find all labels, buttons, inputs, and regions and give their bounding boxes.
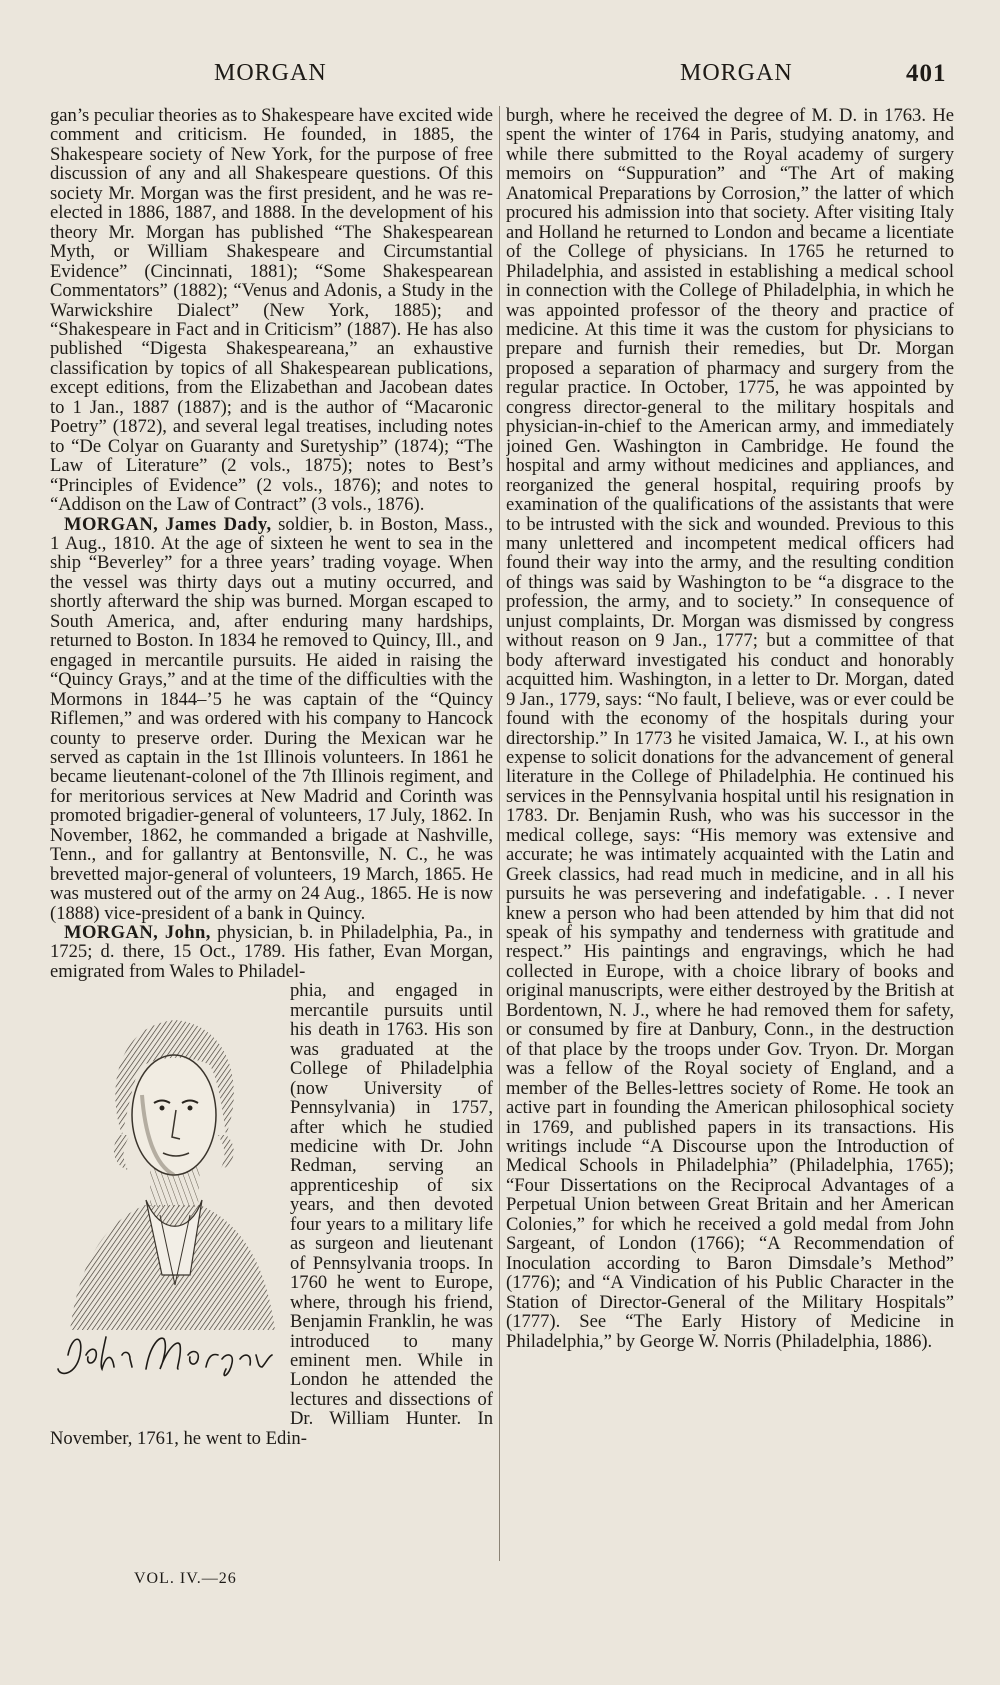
page-number: 401 xyxy=(906,60,947,87)
right-column xyxy=(506,106,954,1616)
running-head-left: MORGAN xyxy=(214,60,327,86)
entry-body: physician, b. in Philadelphia, Pa., in 1725; d. there, 15 Oct., 1789. His father, Evan Morgan, emigrated from Wales to Philadel- xyxy=(50,922,493,982)
entry-body: soldier, b. in Boston, Mass., 1 Aug., 1810. At the age of sixteen he went to sea in the ship “Beverley” for a three years’ trading voyage. When the vessel was thirty days out a mutiny occurred, and shortly afterward the ship was burned. Morgan escaped to South America, and, after enduring many hardships, returned to Boston. In 1834 he removed to Quincy, Ill., and engaged in mercantile pursuits. He aided in raising the “Quincy Grays,” and at the time of the difficulties with the Mormons in 1844–’5 he was captain of the “Quincy Riflemen,” and was ordered with his company to Hancock county to preserve order. During the Mexican war he served as captain in the 1st Illinois volunteers. In 1861 he became lieutenant-colonel of the 7th Illinois regiment, and for meritorious services at New Madrid and Corinth was promoted brigadier-general of volunteers, 17 July, 1862. In November, 1862, he commanded a brigade at Nashville, Tenn., and for gallantry at Bentonsville, N. C., he was brevetted major-general of volunteers, 19 March, 1865. He was mustered out of the army on 24 Aug., 1865. He is now (1888) vice-president of a bank in Quincy. xyxy=(50,513,493,924)
entry-body-continued: burgh, where he received the degree of M. D. in 1763. He spent the winter of 1764 in Paris, studying anatomy, and while there submitted to the Royal academy of surgery memoirs on “Suppuration” and “The Art of making Anatomical Preparations by Corrosion,” the latter of which procured his admission into that society. After visiting Italy and Holland he returned to London and became a licentiate of the College of physicians. In 1765 he returned to Philadelphia, and assisted in establishing a medical school in connection with the College of Philadelphia, in which he was appointed professor of the theory and practice of medicine. At this time it was the custom for physicians to prepare and furnish their remedies, but Dr. Morgan proposed a separation of pharmacy and surgery from the regular practice. In October, 1775, he was appointed by congress director-general to the military hospitals and physician-in-chief to the American army, and immediately joined Gen. Washington in Cambridge. He found the hospital and army without medicines and appliances, and reorganized the general hospital, requiring proofs by examination of the qualifications of the assistants that were to be intrusted with the sick and wounded. Previous to this many unlettered and incompetent medical officers had found their way into the army, and the resulting condition of things was said by Washington to be “a disgrace to the profession, the army, and to society.” In consequence of unjust complaints, Dr. Morgan was dismissed by congress without reason on 9 Jan., 1777; but a committee of that body afterward investigated his conduct and honorably acquitted him. Washington, in a letter to Dr. Morgan, dated 9 Jan., 1779, says: “No fault, I believe, was or ever could be found with the economy of the hospitals during your directorship.” In 1773 he visited Jamaica, W. I., at his own expense to solicit donations for the advancement of general literature in the College of Philadelphia. He continued his services in the Pennsylvania hospital until his resignation in 1783. Dr. Benjamin Rush, who was his successor in the medical college, says: “His memory was extensive and accurate; he was intimately acquainted with the Latin and Greek classics, had read much in medicine, and in all his pursuits he was persevering and indefatigable. . . I never knew a person who had been attended by him that did not speak of his sympathy and tenderness with gratitude and respect.” His paintings and engravings, which he had collected in Europe, with a choice library of books and original manuscripts, were either destroyed by the British at Bordentown, N. J., where he had removed them for safety, or consumed by fire at Danbury, Conn., in the destruction of that place by the troops under Gov. Tryon. Dr. Morgan was a fellow of the Royal society of England, and a member of the Belles-lettres society of Rome. He took an active part in founding the American philosophical society in 1769, and published papers in its transactions. His writings include “A Discourse upon the Introduction of Medical Schools in Philadelphia” (Philadelphia, 1765); “Four Dissertations on the Reciprocal Advantages of a Perpetual Union between Great Britain and her American Colonies,” for which he received a gold medal from John Sargeant, of London (1766); “A Recommendation of Inoculation according to Baron Dimsdale’s Method” (1776); and “A Vindication of his Public Character in the Station of Director-General of the Military Hospitals” (1777). See “The Early History of Medicine in Philadelphia,” by George W. Norris (Philadelphia, 1886). xyxy=(506,106,954,1352)
entry-john-morgan xyxy=(50,923,493,981)
entry-james-dady-morgan xyxy=(50,515,493,924)
signature-mark: VOL. IV.—26 xyxy=(134,1570,237,1587)
portrait-image xyxy=(50,985,282,1330)
running-head-right: MORGAN xyxy=(680,60,793,86)
continued-entry-text: gan’s peculiar theories as to Shakespeare have excited wide comment and criticism. He founded, in 1885, the Shakespeare society of New York, for the purpose of free discussion of any and all Shakespeare questions. Of this society Mr. Morgan was the first president, and he was re-elected in 1886, 1887, and 1888. In the development of his theory Mr. Morgan has published “The Shakespearean Myth, or William Shakespeare and Circumstantial Evidence” (Cincinnati, 1881); “Some Shakespearean Commentators” (1882); “Venus and Adonis, a Study in the Warwickshire Dialect” (New York, 1885); and “Shakespeare in Fact and in Criticism” (1887). He has also published “Digesta Shakespeareana,” an exhaustive classification by topics of all Shakespearean publications, except editions, from the Elizabethan and Jacobean dates to 1 Jan., 1887 (1887); and is the author of “Macaronic Poetry” (1872), and several legal treatises, including notes to “De Colyar on Guaranty and Suretyship” (1874); “The Law of Literature” (2 vols., 1875); notes to Best’s “Principles of Evidence” (2 vols., 1876); and notes to “Addison on the Law of Contract” (3 vols., 1876). xyxy=(50,106,493,516)
left-column xyxy=(50,106,493,1616)
entry-heading: MORGAN, James Dady, xyxy=(64,513,272,535)
portrait-engraving xyxy=(50,985,282,1415)
entry-heading: MORGAN, John, xyxy=(64,922,211,944)
running-header xyxy=(0,52,1000,92)
column-divider xyxy=(499,106,500,1561)
entry-body-continued: phia, and engaged in mercantile pursuits until his death in 1763. His son was graduated at the College of Philadelphia (now University of Pennsylvania) in 1757, after which he studied medicine with Dr. John Redman, serving an apprenticeship of six years, and then devoted four years to a military life as surgeon and lieutenant of Pennsylvania troops. In 1760 he went to Europe, where, through his friend, Benjamin Franklin, he was introduced to many eminent men. While in London he attended the lectures and dissections of Dr. William Hunter. In November, 1761, he went to Edin- xyxy=(50,980,493,1449)
signature-image xyxy=(50,1325,282,1385)
